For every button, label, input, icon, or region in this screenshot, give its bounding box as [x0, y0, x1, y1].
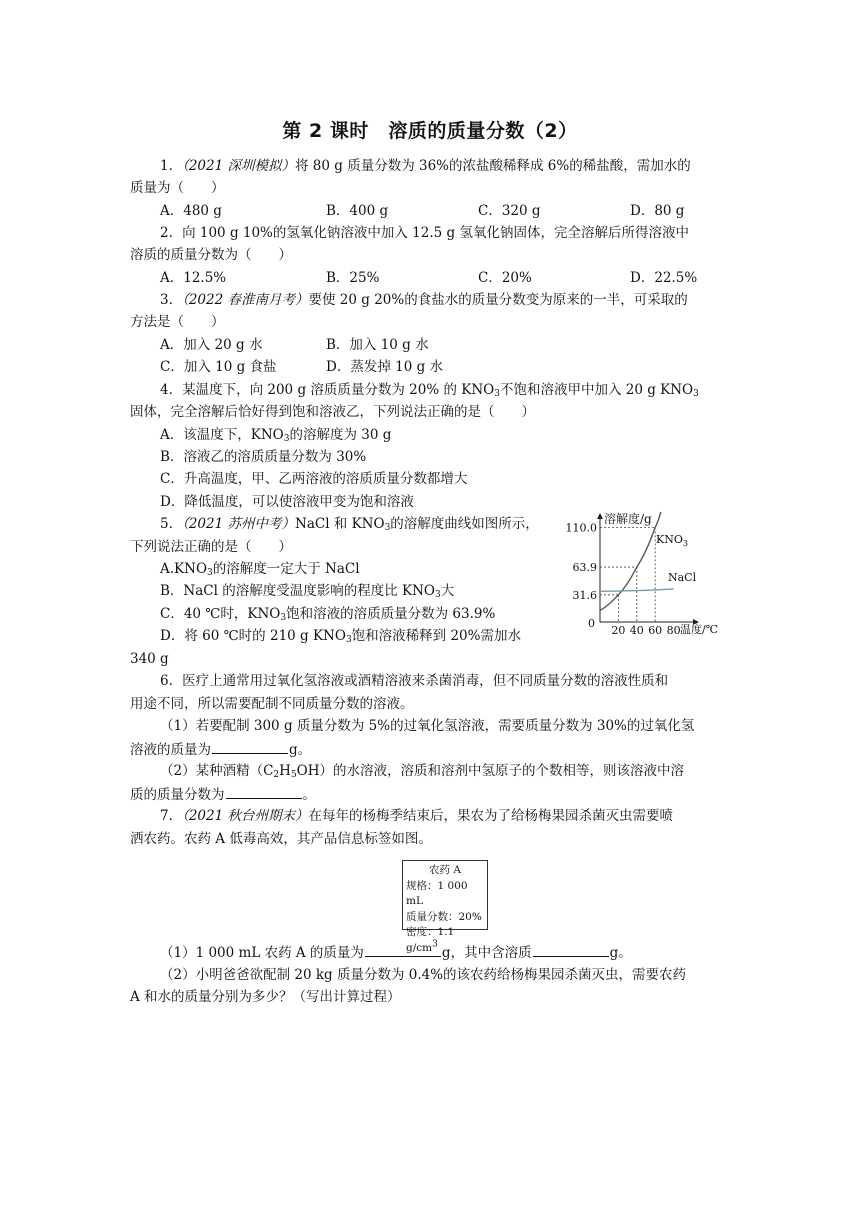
subscript: 3 — [207, 568, 213, 578]
q3-line2: 方法是（ ） — [130, 314, 225, 330]
product-label-density-text: 密度：1.1 g/cm — [406, 926, 455, 954]
superscript: 3 — [432, 939, 438, 949]
subscript: 2 — [273, 770, 280, 780]
q5-option-d-text: D．将 60 ℃时的 210 g KNO — [160, 628, 346, 644]
y-axis-label: 溶解度/g — [604, 512, 652, 526]
kno3-curve — [600, 512, 661, 611]
q2-line1: 2．向 100 g 10%的氢氧化钠溶液中加入 12.5 g 氢氧化钠固体，完全溶解后所得溶液中 — [160, 225, 689, 241]
q2-option-c: C．20% — [478, 270, 532, 286]
x-tick-label: 60 — [648, 624, 663, 637]
q7-part1-text: （1）1 000 mL 农药 A 的质量为 — [160, 945, 364, 961]
q4-option-b: B．溶液乙的溶质质量分数为 30% — [160, 449, 367, 465]
q1-source: （2021 深圳模拟） — [182, 158, 295, 174]
origin-label: 0 — [588, 617, 595, 630]
subscript: 3 — [280, 613, 287, 623]
q5-option-d — [160, 626, 521, 646]
q4-option-c: C．升高温度，甲、乙两溶液的溶质质量分数都增大 — [160, 471, 468, 487]
x-tick-label: 20 — [611, 624, 626, 637]
product-label-fraction: 质量分数：20% — [406, 910, 482, 923]
page-title: 第 2 课时 溶质的质量分数（2） — [282, 120, 578, 142]
q5-option-b — [160, 581, 454, 601]
q7-line1 — [160, 806, 673, 826]
subscript: 3 — [345, 635, 352, 645]
q1-text: 将 80 g 质量分数为 36%的浓盐酸稀释成 6%的稀盐酸，需加水的 — [295, 158, 691, 174]
q4-option-a-text2: 的溶解度为 30 g — [289, 427, 392, 443]
q5-option-a — [160, 559, 360, 579]
q3-line1 — [160, 290, 688, 310]
q5-option-b-text: B．NaCl 的溶解度受温度影响的程度比 KNO — [160, 583, 435, 599]
q5-text-b: 的溶解度曲线如图所示， — [390, 516, 539, 532]
q6-part2-text3: 质的质量分数为 — [130, 787, 225, 803]
q7-source: （2021 秋台州期末） — [182, 808, 309, 824]
q2-line2: 溶质的质量分数为（ ） — [130, 247, 292, 263]
subscript: 3 — [283, 434, 290, 444]
q6-line2: 用途不同，所以需要配制不同质量分数的溶液。 — [130, 696, 414, 712]
q7-part2-line1: （2）小明爸爸欲配制 20 kg 质量分数为 0.4%的该农药给杨梅果园杀菌灭虫，需要农药 — [160, 967, 687, 983]
q5-option-b-text2: 大 — [440, 583, 455, 599]
q1-option-b: B．400 g — [326, 203, 389, 219]
q6-part2-line2 — [130, 784, 316, 805]
q5-option-d-line2: 340 g — [130, 651, 169, 667]
subscript: 3 — [494, 389, 500, 399]
q5-source: （2021 苏州中考） — [182, 516, 295, 532]
q1-option-c: C．320 g — [478, 203, 541, 219]
q5-option-a-text: A.KNO — [160, 561, 208, 577]
q7-part2-line2: A 和水的质量分别为多少？（写出计算过程） — [130, 989, 401, 1005]
q3-option-c: C．加入 10 g 食盐 — [160, 359, 277, 375]
q1-line2: 质量为（ ） — [130, 180, 225, 196]
q6-part2-text2: OH）的水溶液，溶质和溶剂中氢原子的个数相等，则该溶液中溶 — [296, 763, 685, 779]
answer-blank[interactable] — [365, 942, 441, 957]
product-label-spec: 规格：1 000 mL — [406, 879, 468, 907]
q6-part2-line1 — [160, 761, 684, 781]
q4-text-a: 4．某温度下，向 200 g 溶质质量分数为 20% 的 KNO — [160, 382, 495, 398]
x-tick-label: 40 — [629, 624, 644, 637]
q3-number: 3． — [160, 292, 183, 308]
q6-part1-text: 溶液的质量为 — [130, 742, 211, 758]
q2-option-a: A．12.5% — [160, 270, 227, 286]
solubility-chart — [560, 510, 740, 640]
q1-option-d: D．80 g — [630, 203, 685, 219]
q4-text-b: 不饱和溶液甲中加入 20 g KNO — [499, 382, 694, 398]
q1-line1 — [160, 156, 691, 176]
q4-option-a — [160, 425, 391, 445]
q5-option-a-text2: 的溶解度一定大于 NaCl — [212, 561, 360, 577]
product-label-title: 农药 A — [429, 864, 461, 876]
q3-option-a: A．加入 20 g 水 — [160, 337, 263, 353]
q1-number: 1． — [160, 158, 183, 174]
product-label — [402, 860, 488, 954]
y-tick-label: 110.0 — [565, 521, 597, 535]
q6-line1: 6．医疗上通常用过氧化氢溶液或酒精溶液来杀菌消毒，但不同质量分数的溶液性质和 — [160, 673, 669, 689]
q5-option-c-text2: 饱和溶液的溶质质量分数为 63.9% — [286, 606, 496, 622]
q4-line2: 固体，完全溶解后恰好得到饱和溶液乙，下列说法正确的是（ ） — [130, 404, 535, 420]
q6-part1-line1: （1）若要配制 300 g 质量分数为 5%的过氧化氢溶液，需要质量分数为 30%的过氧化氢 — [160, 718, 695, 734]
subscript: 3 — [693, 389, 699, 399]
answer-blank[interactable] — [212, 739, 288, 754]
q6-part2-text: （2）某种酒精（C — [160, 763, 274, 779]
kno3-series-label: $KNO_3$ — [656, 533, 688, 548]
q5-text-a: NaCl 和 KNO — [295, 516, 385, 532]
nacl-series-label: NaCl — [668, 571, 697, 584]
q5-option-c — [160, 604, 495, 624]
x-tick-label: 80 — [666, 624, 681, 637]
q6-part2-h: H — [279, 763, 291, 779]
subscript: 3 — [434, 590, 441, 600]
answer-blank[interactable] — [533, 942, 609, 957]
y-tick-label: 31.6 — [572, 588, 597, 602]
q7-text: 在每年的杨梅季结束后，果农为了给杨梅果园杀菌灭虫需要喷 — [308, 808, 673, 824]
q1-option-a: A．480 g — [160, 203, 222, 219]
q7-part1-end: g。 — [609, 945, 632, 961]
q3-option-b: B．加入 10 g 水 — [326, 337, 429, 353]
q5-line2: 下列说法正确的是（ ） — [130, 539, 292, 555]
q3-text: 要使 20 g 20%的食盐水的质量分数变为原来的一半，可采取的 — [308, 292, 688, 308]
q7-part1 — [160, 942, 632, 963]
q7-number: 7． — [160, 808, 183, 824]
q5-option-d-text2: 饱和溶液稀释到 20%需加水 — [351, 628, 521, 644]
subscript: 5 — [290, 770, 297, 780]
q6-part2-end: 。 — [302, 787, 316, 803]
q3-source: （2022 春淮南月考） — [182, 292, 309, 308]
x-axis-label: 温度/℃ — [680, 623, 719, 636]
q4-line1 — [160, 380, 699, 400]
nacl-curve — [600, 589, 674, 591]
q5-line1 — [160, 514, 539, 534]
answer-blank[interactable] — [226, 784, 302, 799]
q3-option-d: D．蒸发掉 10 g 水 — [326, 359, 444, 375]
q4-option-a-text: A．该温度下，KNO — [160, 427, 284, 443]
q5-option-c-text: C．40 ℃时，KNO — [160, 606, 281, 622]
q5-number: 5． — [160, 516, 183, 532]
q2-option-d: D．22.5% — [630, 270, 698, 286]
q6-part1-line2 — [130, 739, 311, 760]
q6-part1-unit: g。 — [289, 742, 312, 758]
q7-part1-mid: g，其中含溶质 — [441, 945, 532, 961]
y-tick-label: 63.9 — [572, 561, 597, 575]
subscript: 3 — [384, 523, 391, 533]
q2-option-b: B．25% — [326, 270, 380, 286]
q7-line2: 洒农药。农药 A 低毒高效，其产品信息标签如图。 — [130, 831, 432, 847]
q4-option-d: D．降低温度，可以使溶液甲变为饱和溶液 — [160, 494, 414, 510]
